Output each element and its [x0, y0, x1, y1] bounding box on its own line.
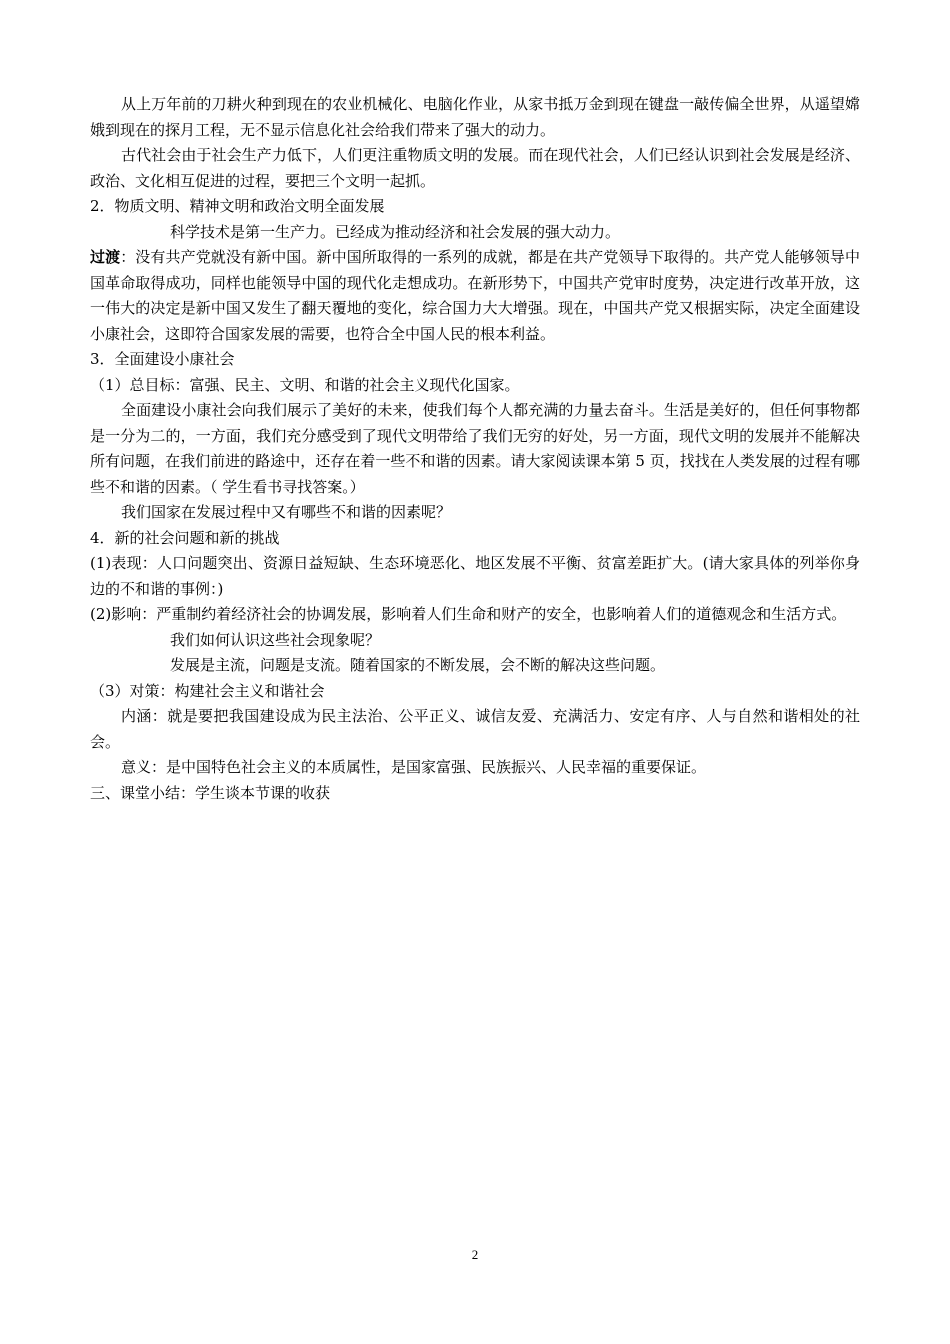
heading-section-4: 4．新的社会问题和新的挑战 [90, 528, 280, 547]
transition-text: ：没有共产党就没有新中国。新中国所取得的一系列的成就，都是在共产党领导下取得的。共产党人能够领导中国革命取得成功，同样也能领导中国的现代化走想成功。在新形势下，中国共产党审时度势，决定进行改革开放，这一伟大的决定是新中国又发生了翻天覆地的变化，综合国力大大增强。现在，中国共产党又根据实际，决定全面建设小康社会，这即符合国家发展的需要，也符合全中国人民的根本利益。 [90, 248, 860, 343]
heading-section-2: 2．物质文明、精神文明和政治文明全面发展 [90, 197, 385, 215]
paragraph-question-disharmony: 我们国家在发展过程中又有哪些不和谐的因素呢？ [121, 503, 452, 521]
heading-section-3: 3．全面建设小康社会 [90, 350, 235, 368]
paragraph-question-understanding: 我们如何认识这些社会现象呢？ [170, 630, 381, 649]
paragraph-science-technology: 科学技术是第一生产力。已经成为推动经济和社会发展的强大动力。 [170, 222, 621, 241]
page-number: 2 [471, 1247, 479, 1262]
transition-label: 过渡 [90, 248, 121, 266]
paragraph-information-society: 从上万年前的刀耕火种到现在的农业机械化、电脑化作业，从家书抵万金到现在键盘一敲传偏全世界，从遥望嫦娥到现在的探月工程，无不显示信息化社会给我们带来了强大的动力。 [90, 95, 860, 139]
paragraph-significance: 意义：是中国特色社会主义的本质属性，是国家富强、民族振兴、人民幸福的重要保证。 [121, 758, 707, 776]
paragraph-three-civilizations: 古代社会由于社会生产力低下，人们更注重物质文明的发展。而在现代社会，人们已经认识到社会发展是经济、政治、文化相互促进的过程，要把三个文明一起抓。 [90, 146, 860, 190]
paragraph-xiaokang-future: 全面建设小康社会向我们展示了美好的未来，使我们每个人都充满的力量去奋斗。生活是美好的，但任何事物都是一分为二的，一方面，我们充分感受到了现代文明带给了我们无穷的好处，另一方面，现代文明的发展并不能解决所有问题，在我们前进的路途中，还存在着一些不和谐的因素。请大家阅读课本第 5 页，找找在人类发展的过程有哪些不和谐的因素。（ 学生看书寻找答案。） [90, 401, 860, 496]
paragraph-connotation: 内涵：就是要把我国建设成为民主法治、公平正义、诚信友爱、充满活力、安定有序、人与自然和谐相处的社会。 [90, 707, 860, 751]
paragraph-impact: (2)影响：严重制约着经济社会的协调发展，影响着人们生命和财产的安全，也影响着人们的道德观念和生活方式。 [90, 605, 847, 623]
paragraph-manifestation: (1)表现：人口问题突出、资源日益短缺、生态环境恶化、地区发展不平衡、贫富差距扩大。(请大家具体的列举你身边的不和谐的事例：) [90, 554, 860, 598]
paragraph-mainstream: 发展是主流，问题是支流。随着国家的不断发展，会不断的解决这些问题。 [170, 656, 666, 674]
paragraph-transition [90, 245, 860, 347]
paragraph-overall-goal: （1）总目标：富强、民主、文明、和谐的社会主义现代化国家。 [90, 375, 520, 394]
heading-class-summary: 三、课堂小结：学生谈本节课的收获 [90, 783, 331, 802]
paragraph-countermeasure: （3）对策：构建社会主义和谐社会 [90, 681, 325, 700]
document-body [90, 92, 860, 806]
